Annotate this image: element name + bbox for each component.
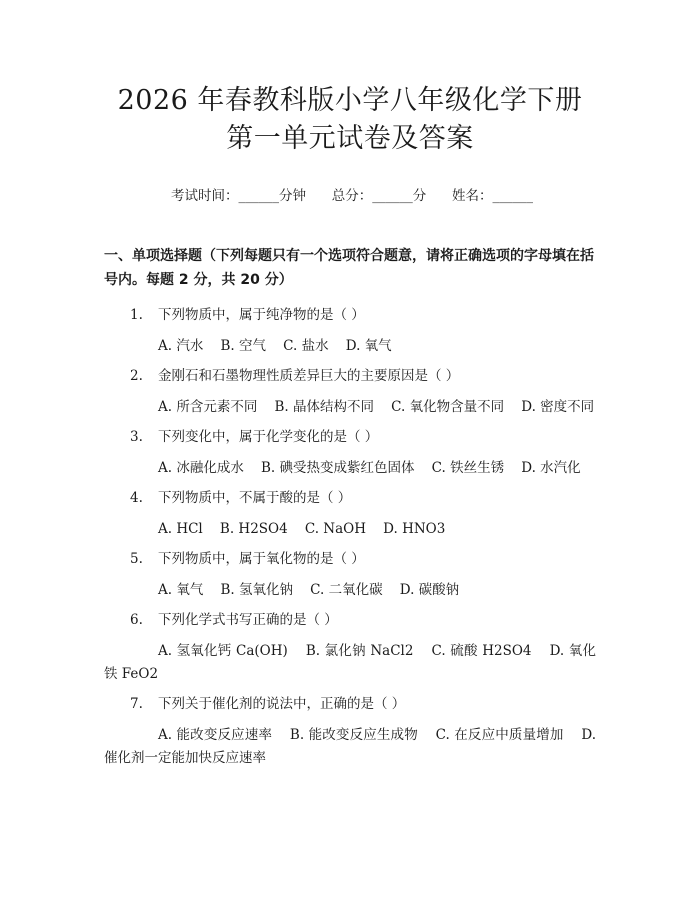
- question-list: [104, 304, 601, 770]
- question-stem: [104, 426, 596, 448]
- question-options: A. 能改变反应速率 B. 能改变反应生成物 C. 在反应中质量增加 D. 催化剂一定能加快反应速率: [104, 727, 601, 766]
- question-item: [104, 304, 596, 358]
- question-stem: [104, 693, 596, 715]
- question-item: [104, 548, 596, 602]
- question-text: 下列物质中，属于纯净物的是（ ）: [158, 307, 365, 323]
- question-text: 下列物质中，属于氧化物的是（ ）: [158, 551, 365, 567]
- score-blank: ______: [372, 188, 413, 204]
- score-label: 总分：: [331, 188, 373, 204]
- exam-meta: [104, 186, 596, 206]
- question-number: 3.: [130, 429, 143, 445]
- question-options: A. 所含元素不同 B. 晶体结构不同 C. 氧化物含量不同 D. 密度不同: [158, 399, 595, 415]
- name-label: 姓名：: [452, 188, 493, 204]
- time-label: 考试时间：: [171, 188, 239, 204]
- question-number: 5.: [130, 551, 143, 567]
- question-number: 1.: [130, 307, 143, 323]
- score-unit: 分: [412, 188, 427, 204]
- question-options: A. HCl B. H2SO4 C. NaOH D. HNO3: [158, 521, 446, 537]
- question-item: [104, 426, 596, 480]
- question-stem: [104, 548, 596, 570]
- question-stem: [104, 609, 596, 631]
- question-text: 下列物质中，不属于酸的是（ ）: [158, 490, 352, 506]
- question-item: [104, 693, 601, 770]
- question-text: 下列关于催化剂的说法中，正确的是（ ）: [158, 696, 406, 712]
- question-stem: [104, 487, 596, 509]
- question-number: 6.: [130, 612, 143, 628]
- question-text: 下列化学式书写正确的是（ ）: [158, 612, 338, 628]
- question-options: A. 氧气 B. 氢氧化钠 C. 二氧化碳 D. 碳酸钠: [158, 582, 460, 598]
- time-unit: 分钟: [279, 188, 306, 204]
- name-blank: ______: [492, 188, 533, 204]
- question-options: A. 氢氧化钙 Ca(OH) B. 氯化钠 NaCl2 C. 硫酸 H2SO4 D. 氧化铁 FeO2: [104, 643, 596, 682]
- time-blank: ______: [238, 188, 279, 204]
- question-stem: [104, 365, 596, 387]
- question-item: [104, 609, 596, 686]
- question-number: 7.: [130, 696, 143, 712]
- question-number: 2.: [130, 368, 143, 384]
- question-text: 下列变化中，属于化学变化的是（ ）: [158, 429, 379, 445]
- section-heading: 一、单项选择题（下列每题只有一个选项符合题意，请将正确选项的字母填在括号内。每题 2 分，共 20 分）: [104, 248, 594, 288]
- question-text: 金刚石和石墨物理性质差异巨大的主要原因是（ ）: [158, 368, 460, 384]
- question-options: A. 冰融化成水 B. 碘受热变成紫红色固体 C. 铁丝生锈 D. 水汽化: [158, 460, 581, 476]
- question-options: A. 汽水 B. 空气 C. 盐水 D. 氧气: [158, 338, 392, 354]
- question-item: [104, 487, 596, 541]
- question-item: [104, 365, 596, 419]
- question-stem: [104, 304, 596, 326]
- question-number: 4.: [130, 490, 143, 506]
- page-title: 2026 年春教科版小学八年级化学下册第一单元试卷及答案: [117, 85, 583, 154]
